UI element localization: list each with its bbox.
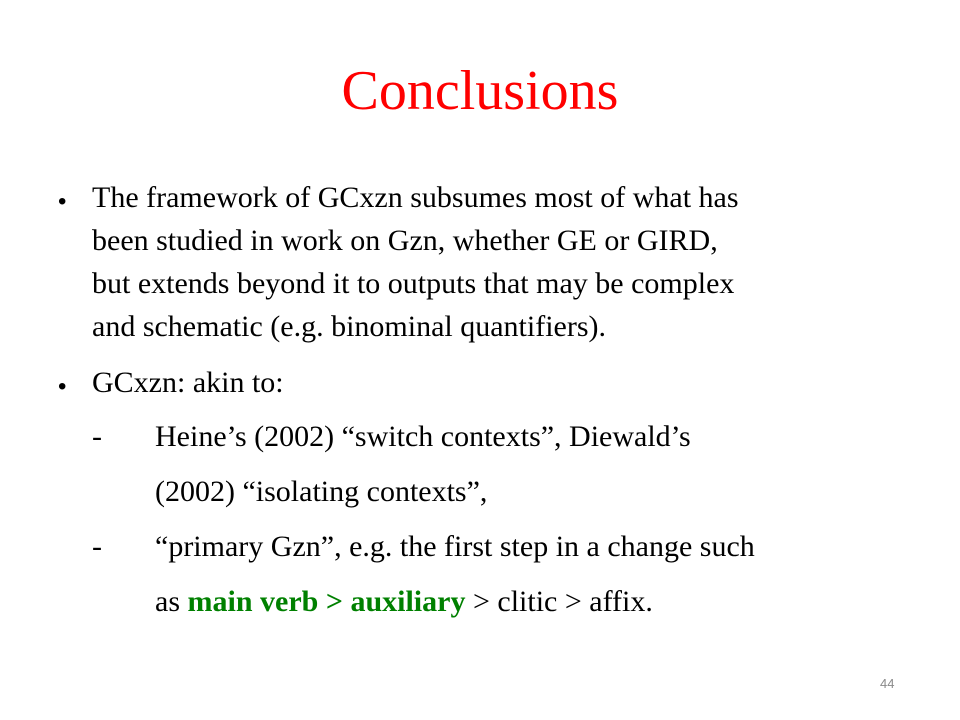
line-suffix: > clitic > affix. [465,585,653,618]
bullet-2-line-1: GCxzn: akin to: [92,366,284,399]
highlight-separator: > [318,585,351,618]
subitem-2-line-1: “primary Gzn”, e.g. the first step in a change such [155,530,755,563]
subitem-dash: - [92,530,102,563]
bullet-marker: • [58,373,67,400]
highlight-main-verb: main verb [187,585,319,618]
page-number: 44 [880,676,895,691]
bullet-1-line-1: The framework of GCxzn subsumes most of what has [92,181,739,214]
bullet-1-line-4: and schematic (e.g. binominal quantifiers). [92,310,606,343]
subitem-1-line-2: (2002) “isolating contexts”, [155,475,488,508]
highlight-auxiliary: auxiliary [350,585,466,618]
subitem-dash: - [92,420,102,453]
bullet-marker: • [58,188,67,215]
line-prefix: as [155,585,188,618]
subitem-1-line-1: Heine’s (2002) “switch contexts”, Diewald’s [155,420,691,453]
bullet-1-line-2: been studied in work on Gzn, whether GE or GIRD, [92,224,718,257]
bullet-1-line-3: but extends beyond it to outputs that may be complex [92,267,735,300]
slide-title: Conclusions [341,60,619,122]
subitem-2-line-2 [155,584,653,620]
